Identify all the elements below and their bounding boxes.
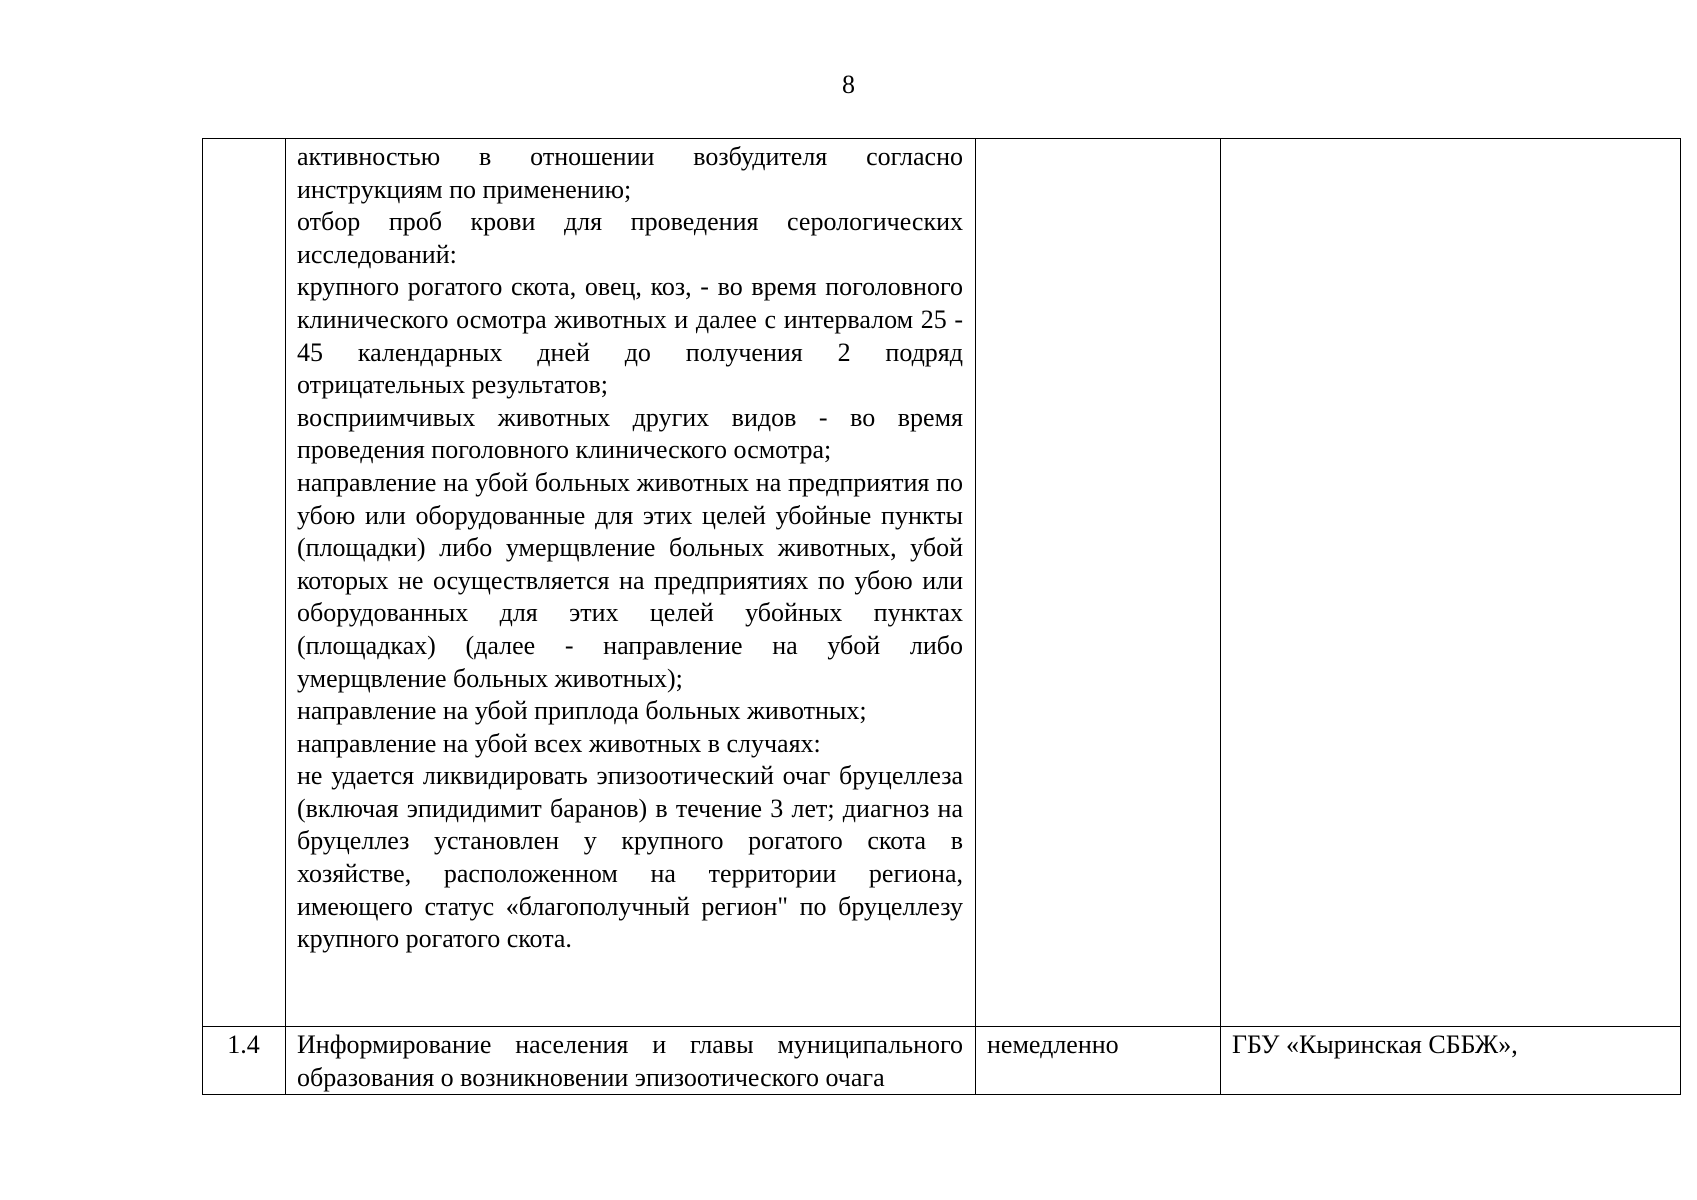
measures-cell [286, 1027, 976, 1095]
deadline-cell [976, 139, 1221, 1027]
measure-paragraph: активностью в отношении возбудителя согласно инструкциям по применению; [297, 142, 963, 204]
row-number-cell [203, 139, 286, 1027]
measure-paragraph: Информирование населения и главы муниципального образования о возникновении эпизоотического очага [297, 1030, 963, 1092]
row-number-cell: 1.4 [203, 1027, 286, 1095]
measure-paragraph: восприимчивых животных других видов - во время проведения поголовного клинического осмотра; [297, 402, 963, 465]
measure-paragraph: направление на убой больных животных на предприятия по убою или оборудованные для этих целей убойные пункты (площадки) либо умерщвление больных животных, убой которых не осуществляется на предприятиях по убою или оборудованных для этих целей убойных пунктах (площадках) (далее - направление на убой либо умерщвление больных животных); [297, 467, 963, 693]
measure-paragraph: направление на убой приплода больных животных; [297, 696, 867, 726]
measures-table [202, 138, 1681, 1095]
measure-paragraph: крупного рогатого скота, овец, коз, - во время поголовного клинического осмотра животных и далее с интервалом 25 - 45 календарных дней до получения 2 подряд отрицательных результатов; [297, 272, 963, 400]
table-row [203, 139, 1681, 1027]
measure-paragraph: не удается ликвидировать эпизоотический очаг бруцеллеза (включая эпидидимит баранов) в течение 3 лет; диагноз на бруцеллез установлен у крупного рогатого скота в хозяйстве, расположенном на территории региона, имеющего статус «благополучный регион" по бруцеллезу крупного рогатого скота. [297, 761, 963, 954]
measure-paragraph: направление на убой всех животных в случаях: [297, 728, 821, 758]
responsible-cell [1221, 139, 1681, 1027]
deadline-cell: немедленно [976, 1027, 1221, 1095]
responsible-cell: ГБУ «Кыринская СББЖ», [1221, 1027, 1681, 1095]
measures-cell [286, 139, 976, 1027]
measure-paragraph: отбор проб крови для проведения серологических исследований: [297, 207, 963, 269]
table-row [203, 1027, 1681, 1095]
page-number: 8 [842, 70, 855, 99]
